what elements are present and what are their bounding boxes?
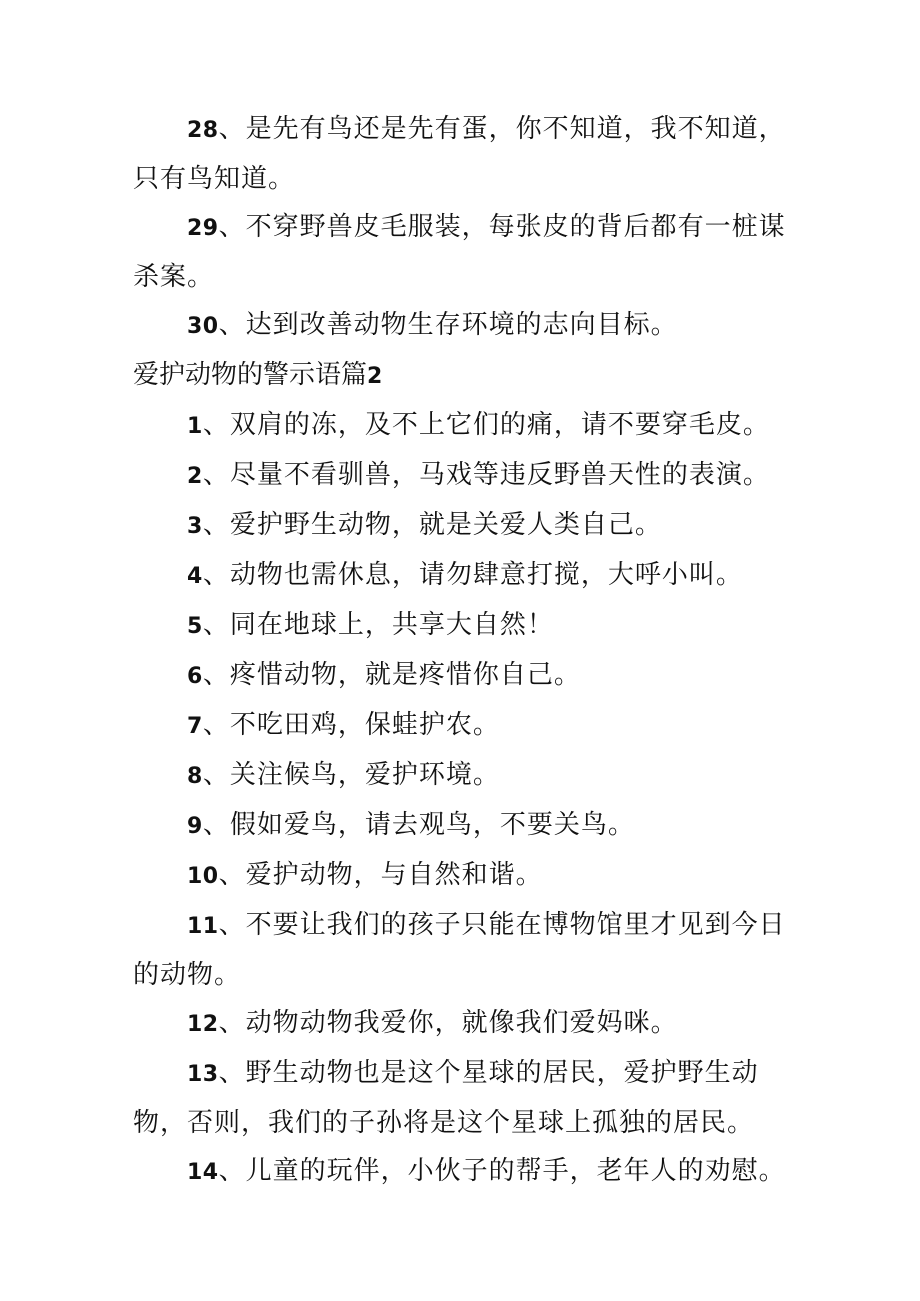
item-text: 、动物动物我爱你，就像我们爱妈咪。 xyxy=(218,1008,678,1038)
item-number: 4 xyxy=(187,564,203,589)
item-number: 1 xyxy=(187,414,203,439)
item-number: 28 xyxy=(187,118,219,143)
list-item xyxy=(133,651,793,701)
item-text: 、假如爱鸟，请去观鸟，不要关鸟。 xyxy=(202,810,635,840)
item-text: 、达到改善动物生存环境的志向目标。 xyxy=(218,310,678,340)
list-item xyxy=(133,501,793,551)
item-number: 8 xyxy=(187,764,203,789)
item-text: 、野生动物也是这个星球的居民，爱护野生动物，否则，我们的子孙将是这个星球上孤独的居民。 xyxy=(133,1058,759,1138)
list-item xyxy=(133,401,793,451)
item-text: 、不要让我们的孩子只能在博物馆里才见到今日的动物。 xyxy=(133,910,786,990)
list-item xyxy=(133,105,793,203)
item-text: 、儿童的玩伴，小伙子的帮手，老年人的劝慰。 xyxy=(218,1156,786,1186)
item-text: 、双肩的冻，及不上它们的痛，请不要穿毛皮。 xyxy=(202,410,770,440)
item-number: 7 xyxy=(187,714,203,739)
list-item xyxy=(133,601,793,651)
list-item xyxy=(133,751,793,801)
item-number: 10 xyxy=(187,864,219,889)
item-number: 14 xyxy=(187,1160,219,1185)
list-item xyxy=(133,999,793,1049)
item-number: 3 xyxy=(187,514,203,539)
list-item xyxy=(133,1049,793,1147)
list-item xyxy=(133,801,793,851)
list-item xyxy=(133,301,793,351)
item-text: 、疼惜动物，就是疼惜你自己。 xyxy=(202,660,581,690)
list-item xyxy=(133,851,793,901)
section-heading-number: 2 xyxy=(367,364,383,389)
item-text: 、不吃田鸡，保蛙护农。 xyxy=(202,710,500,740)
section-heading xyxy=(133,351,793,401)
item-number: 11 xyxy=(187,914,219,939)
item-number: 12 xyxy=(187,1012,219,1037)
item-text: 、爱护动物，与自然和谐。 xyxy=(218,860,543,890)
list-item xyxy=(133,1147,793,1197)
item-text: 、同在地球上，共享大自然！ xyxy=(202,610,554,640)
list-item xyxy=(133,701,793,751)
item-text: 、关注候鸟，爱护环境。 xyxy=(202,760,500,790)
list-item xyxy=(133,901,793,999)
list-item xyxy=(133,203,793,301)
item-number: 13 xyxy=(187,1062,219,1087)
item-text: 、爱护野生动物，就是关爱人类自己。 xyxy=(202,510,662,540)
item-text: 、动物也需休息，请勿肆意打搅，大呼小叫。 xyxy=(202,560,743,590)
item-text: 、不穿野兽皮毛服装，每张皮的背后都有一桩谋杀案。 xyxy=(133,212,786,292)
item-number: 9 xyxy=(187,814,203,839)
list-item xyxy=(133,551,793,601)
document-page xyxy=(133,105,793,1197)
section-heading-text: 爱护动物的警示语篇 xyxy=(133,360,368,390)
item-number: 2 xyxy=(187,464,203,489)
item-text: 、尽量不看驯兽，马戏等违反野兽天性的表演。 xyxy=(202,460,770,490)
item-number: 5 xyxy=(187,614,203,639)
item-number: 6 xyxy=(187,664,203,689)
list-item xyxy=(133,451,793,501)
item-number: 29 xyxy=(187,216,219,241)
item-number: 30 xyxy=(187,314,219,339)
item-text: 、是先有鸟还是先有蛋，你不知道，我不知道，只有鸟知道。 xyxy=(133,114,786,194)
